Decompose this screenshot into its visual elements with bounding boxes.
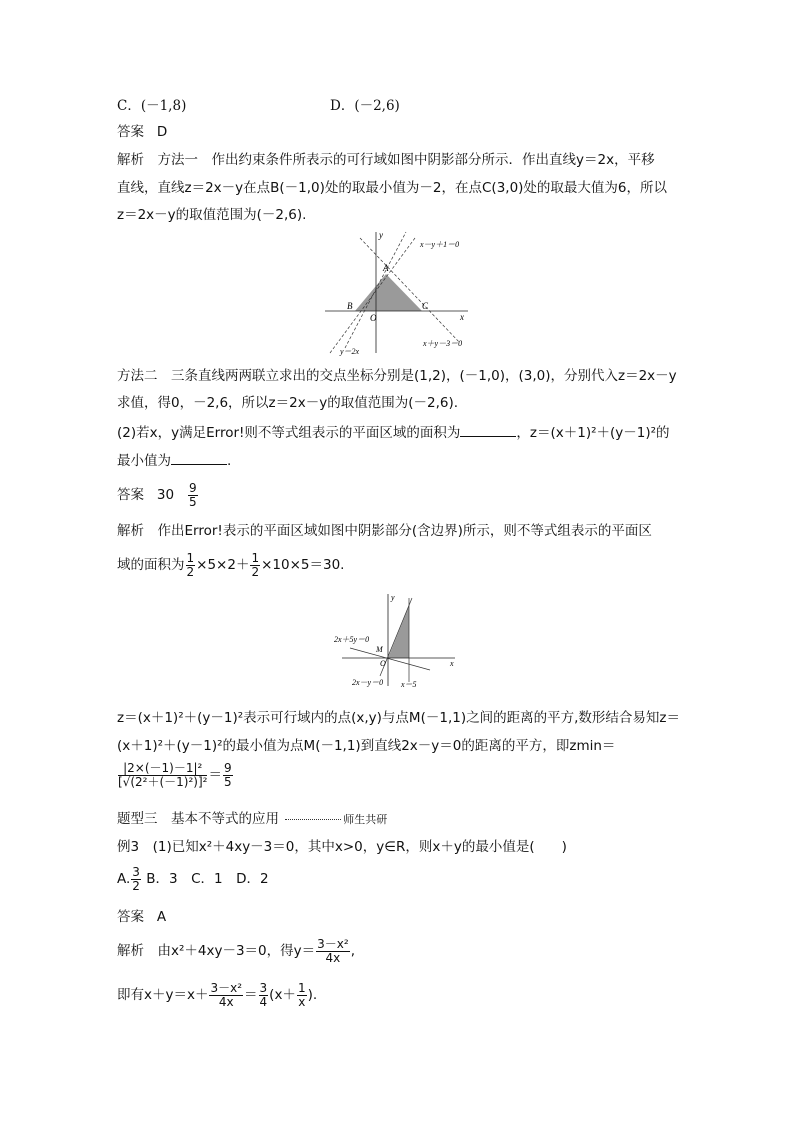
figure-2-feasible-region [330, 590, 460, 690]
question-2-text-b: ，z＝(x＋1)²＋(y－1)²的 [516, 425, 670, 441]
fraction-denominator: 5 [188, 494, 197, 509]
answer-value: 30 [156, 487, 175, 504]
label-origin: O [380, 659, 386, 668]
question-2-text-a: (2)若x，y满足Error!则不等式组表示的平面区域的面积为 [117, 425, 461, 441]
fraction-denominator: 4 [259, 994, 268, 1009]
option-c: C．(－1,8) [117, 98, 187, 114]
label-y-axis: y [379, 230, 383, 240]
answer-1 [117, 126, 167, 140]
label-x-axis: x [460, 312, 464, 322]
fraction [316, 938, 350, 964]
section-3-header [117, 813, 387, 827]
result-fraction [223, 762, 233, 788]
label-y-axis: y [391, 593, 395, 602]
answer-blank-1 [460, 425, 516, 437]
choice-a-label: A. [117, 871, 131, 888]
answer-label: 答案 [117, 124, 144, 140]
label-l3: x＝5 [401, 680, 417, 689]
answer-blank-2 [171, 453, 227, 465]
answer-label: 答案 [117, 909, 144, 925]
method-2-line1: 方法二 三条直线两两联立求出的交点坐标分别是(1,2)，(－1,0)，(3,0)，分别代入z＝2x－y [117, 368, 677, 384]
answer-fraction [188, 482, 198, 508]
text: ＝ [208, 767, 222, 784]
fraction-numerator: 3 [259, 981, 268, 995]
text: 域的面积为 [117, 557, 185, 574]
analysis-4-line2 [117, 982, 317, 1008]
section-title: 题型三 基本不等式的应用 [117, 811, 279, 827]
analysis-3-line1: z＝(x＋1)²＋(y－1)²表示可行域内的点(x,y)与点M(－1,1)之间的距离的平方,数形结合易知z＝ [117, 710, 680, 726]
fraction-numerator: |2×(－1)－1|² [118, 762, 207, 776]
analysis-3-line2: (x＋1)²＋(y－1)²的最小值为点M(－1,1)到直线2x－y＝0的距离的平方，即zmin＝ [117, 738, 616, 754]
fraction-denominator: 2 [251, 564, 260, 579]
fraction-numerator: 3－x² [317, 937, 349, 951]
choices-3 [117, 866, 269, 892]
analysis-1-line3: z＝2x－y的取值范围为(－2,6). [117, 207, 307, 223]
answer-3 [117, 911, 166, 925]
label-point-c: C [422, 301, 429, 311]
label-l1: 2x＋5y＝0 [334, 635, 370, 644]
analysis-3-line3 [117, 762, 234, 788]
question-2-line2 [117, 453, 231, 469]
question-2-text-c: 最小值为 [117, 453, 171, 469]
text: (x＋ [269, 987, 296, 1004]
fraction-numerator: 1 [297, 981, 306, 995]
label-line-top: x－y＋1＝0 [420, 240, 460, 249]
choices-rest: B．3 C．1 D．2 [146, 871, 269, 888]
fraction-denominator: [√(2²＋(－1)²)]² [118, 774, 208, 789]
label-point-a: A [383, 263, 389, 273]
fraction-denominator: 4x [218, 994, 234, 1009]
fraction-denominator: 2 [132, 878, 140, 893]
fraction-numerator: 1 [251, 551, 260, 565]
fraction [186, 552, 196, 578]
label-l2: 2x－y＝0 [352, 678, 384, 687]
fraction [209, 982, 243, 1008]
analysis-1-line1: 解析 方法一 作出约束条件所表示的可行域如图中阴影部分所示．作出直线y＝2x，平移 [117, 152, 655, 168]
text: ×10×5＝30. [261, 557, 345, 574]
text: 即有x＋y＝x＋ [117, 987, 209, 1004]
text: , [350, 943, 355, 960]
label-point-m: M [376, 645, 383, 654]
method-2-line2: 求值，得0，－2,6，所以z＝2x－y的取值范围为(－2,6). [117, 395, 459, 411]
choice-a-fraction [131, 866, 141, 892]
answer-2 [117, 482, 199, 508]
fraction-numerator: 3－x² [210, 981, 243, 995]
leader-dots [285, 819, 341, 820]
answer-value: D [156, 124, 168, 140]
fraction-numerator: 1 [186, 551, 195, 565]
fraction [259, 982, 269, 1008]
analysis-2-line1: 解析 作出Error!表示的平面区域如图中阴影部分(含边界)所示，则不等式组表示的平面区 [117, 523, 652, 539]
fraction [250, 552, 260, 578]
text: ＝ [244, 987, 258, 1004]
fraction [297, 982, 307, 1008]
answer-label: 答案 [117, 487, 144, 504]
section-tag: 师生共研 [343, 813, 388, 826]
label-origin: O [370, 313, 377, 323]
fraction-denominator: 5 [223, 774, 232, 789]
label-line-bottom: x＋y－3＝0 [423, 339, 463, 348]
label-y2x: y＝2x [340, 347, 360, 356]
text: ). [307, 987, 318, 1004]
figure-1-feasible-region [320, 228, 480, 358]
fraction-numerator: 3 [132, 865, 140, 879]
text: ×5×2＋ [196, 557, 250, 574]
fraction-denominator: 4x [325, 950, 341, 965]
analysis-1-line2: 直线，直线z＝2x－y在点B(－1,0)处的取最小值为－2，在点C(3,0)处的取最大值为6，所以 [117, 180, 668, 196]
text: 解析 由x²＋4xy－3＝0，得y＝ [117, 943, 316, 960]
analysis-4-line1 [117, 938, 355, 964]
question-2-line1 [117, 425, 670, 441]
example-3: 例3 (1)已知x²＋4xy－3＝0，其中x>0，y∈R，则x＋y的最小值是( ) [117, 839, 567, 855]
question-2-text-d: . [227, 453, 232, 469]
label-x-axis: x [450, 659, 454, 668]
fraction-denominator: 2 [186, 564, 195, 579]
analysis-2-line2 [117, 552, 344, 578]
fraction-denominator: x [298, 994, 306, 1009]
fraction-numerator: 9 [188, 481, 197, 495]
answer-value: A [156, 909, 167, 925]
option-d: D．(－2,6) [330, 98, 400, 114]
fraction-numerator: 9 [223, 761, 232, 775]
label-point-b: B [347, 301, 353, 311]
distance-fraction [118, 762, 207, 788]
